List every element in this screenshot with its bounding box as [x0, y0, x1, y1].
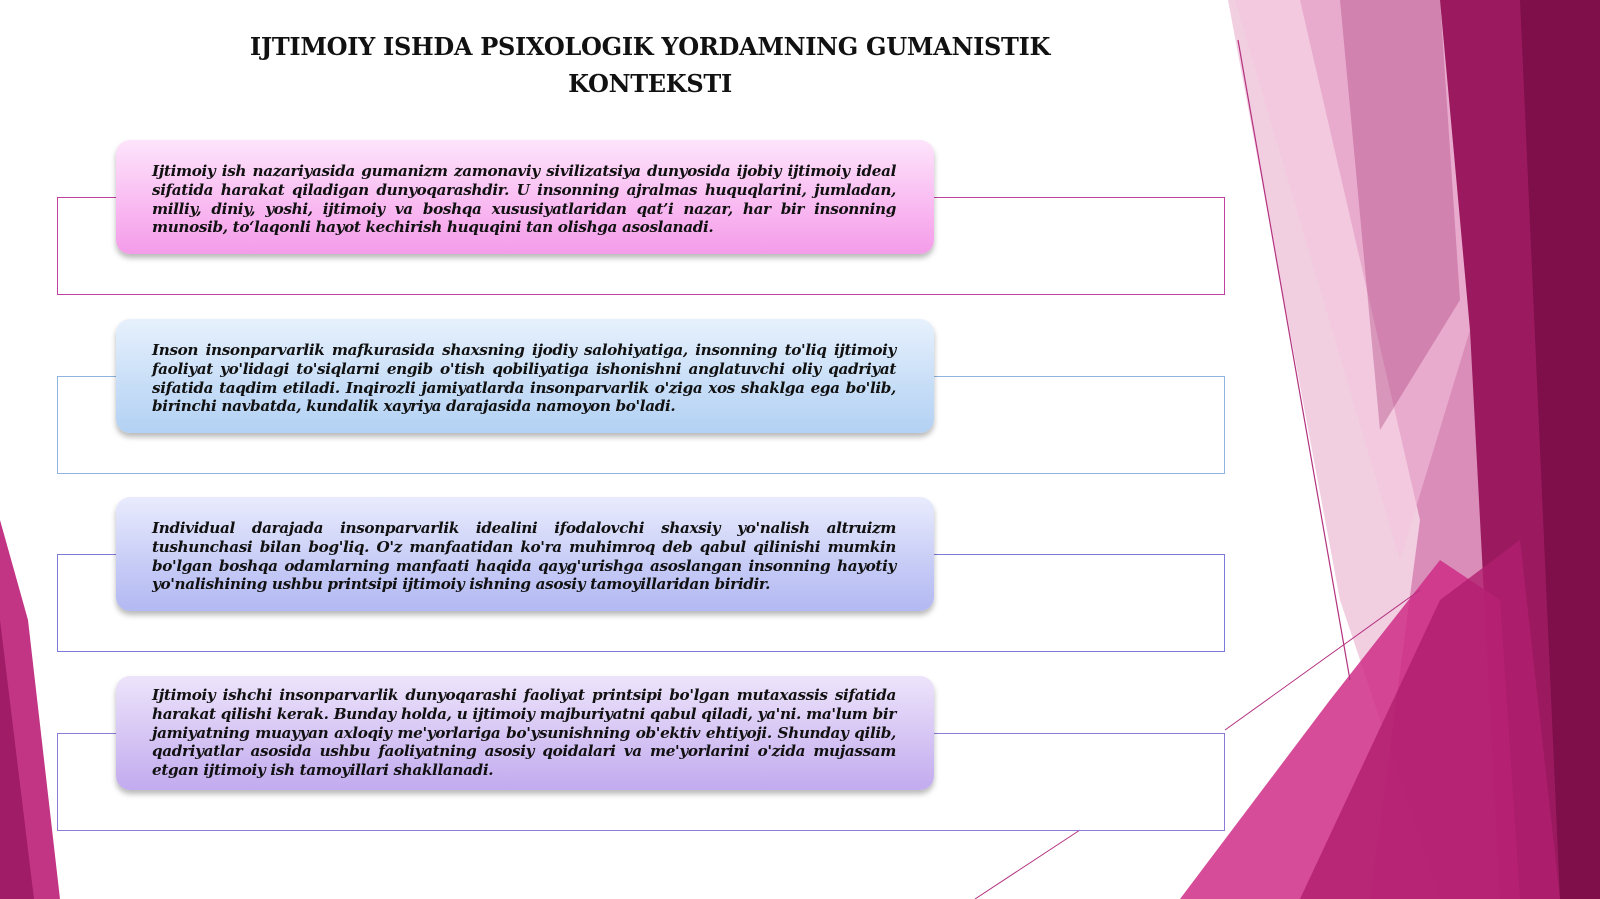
slide-title: IJTIMOIY ISHDA PSIXOLOGIK YORDAMNING GUMANISTIK KONTEKSTI: [249, 32, 1051, 98]
text-card-2: [116, 319, 934, 433]
card-text-3: Individual darajada insonparvarlik idealini ifodalovchi shaxsiy yo'nalish altruizm tushunchasi bilan bog'liq. O'z manfaatidan ko'ra muhimroq deb qabul qilinishi mumkin bo'lgan boshqa odamlarning manfaati haqida qayg'urishga asoslangan insonning hayotiy yo'nalishining ushbu printsipi ijtimoiy ishning asosiy tamoyillaridan biridir.: [152, 519, 896, 594]
card-text-4: Ijtimoiy ishchi insonparvarlik dunyoqarashi faoliyat printsipi bo'lgan mutaxassis sifatida harakat qilishi kerak. Bunday holda, u ijtimoiy majburiyatni qabul qiladi, ya'ni. ma'lum bir jamiyatning muayyan axloqiy me'yorlariga bo'ysunishning ob'ektiv ehtiyoji. Shunday qilib, qadriyatlar asosida ushbu faoliyatning asosiy qoidalari va me'yorlarini o'zida mujassam etgan ijtimoiy ish tamoyillari shakllanadi.: [152, 686, 896, 780]
card-text-1: Ijtimoiy ish nazariyasida gumanizm zamonaviy sivilizatsiya dunyosida ijobiy ijtimoiy ideal sifatida harakat qiladigan dunyoqarashdir. U insonning ajralmas huquqlarini, jumladan, milliy, diniy, yoshi, ijtimoiy va boshqa xususiyatlaridan qat’i nazar, har bir insonning munosib, to‘laqonli hayot kechirish huquqini tan olishga asoslanadi.: [152, 162, 896, 237]
text-card-4: [116, 676, 934, 790]
card-text-2: Inson insonparvarlik mafkurasida shaxsning ijodiy salohiyatiga, insonning to'liq ijtimoiy faoliyat yo'lidagi to'siqlarni engib o'tish qobiliyatiga ishonishni anglatuvchi oliy qadriyat sifatida taqdim etiladi. Inqirozli jamiyatlarda insonparvarlik o'ziga xos shaklga ega bo'lib, birinchi navbatda, kundalik xayriya darajasida namoyon bo'ladi.: [152, 341, 896, 416]
text-card-3: [116, 497, 934, 611]
text-card-1: [116, 140, 934, 254]
